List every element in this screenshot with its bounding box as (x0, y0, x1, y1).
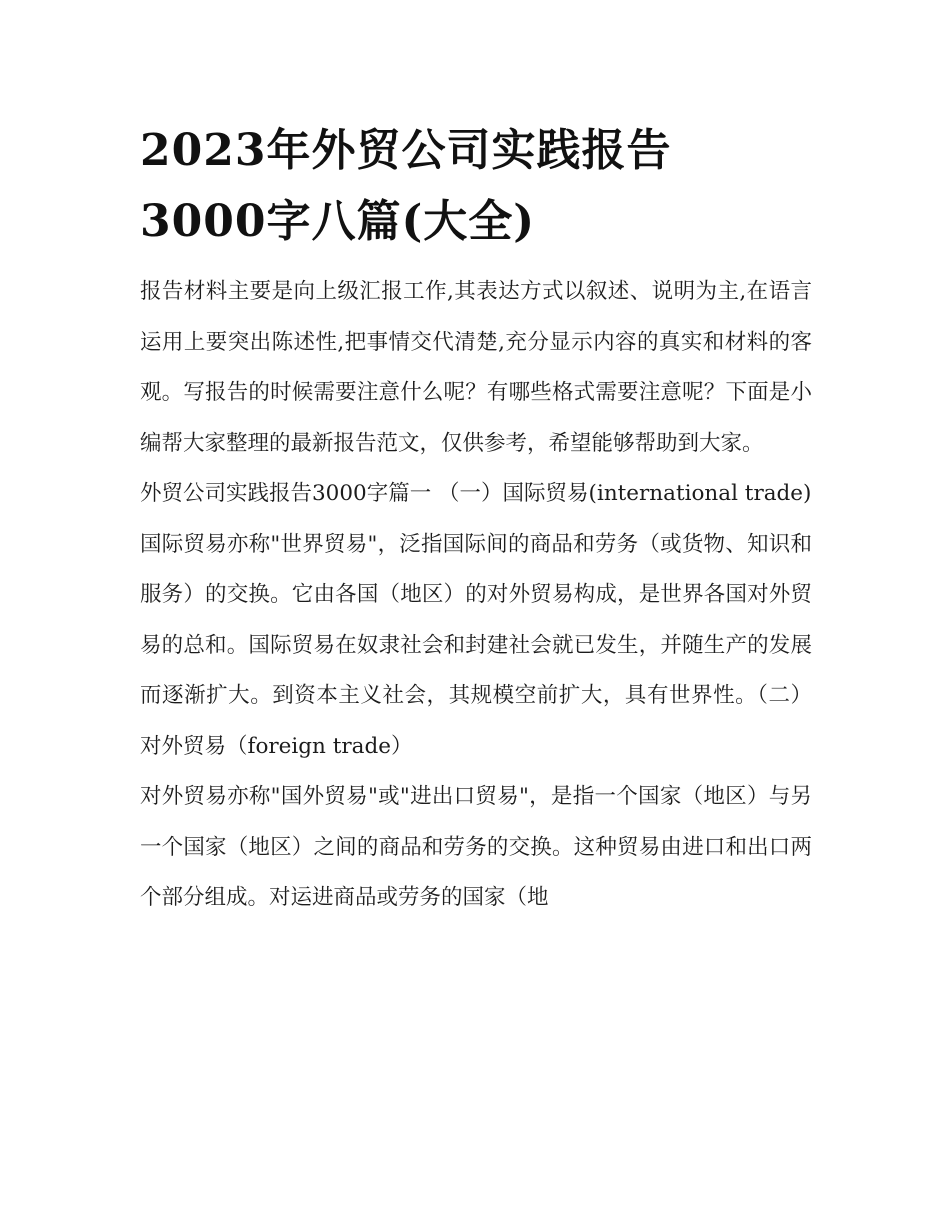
international-trade-paragraph: 国际贸易亦称"世界贸易"，泛指国际间的商品和劳务（或货物、知识和服务）的交换。它由各国（地区）的对外贸易构成，是世界各国对外贸易的总和。国际贸易在奴隶社会和封建社会就已发生，并随生产的发展而逐渐扩大。到资本主义社会，其规模空前扩大，具有世界性。（二）对外贸易（foreign trade） (140, 531, 812, 759)
foreign-trade-paragraph: 对外贸易亦称"国外贸易"或"进出口贸易"，是指一个国家（地区）与另一个国家（地区）之间的商品和劳务的交换。这种贸易由进口和出口两个部分组成。对运进商品或劳务的国家（地 (140, 784, 812, 910)
title-line-2: 3000字八篇(大全) (140, 196, 536, 247)
section-heading-paragraph: 外贸公司实践报告3000字篇一 （一）国际贸易(international trade) (140, 481, 812, 506)
document-title (140, 115, 812, 257)
title-line-1: 2023年外贸公司实践报告 (140, 125, 672, 176)
document-body (140, 115, 812, 924)
intro-paragraph: 报告材料主要是向上级汇报工作,其表达方式以叙述、说明为主,在语言运用上要突出陈述性,把事情交代清楚,充分显示内容的真实和材料的客观。写报告的时候需要注意什么呢？有哪些格式需要注意呢？下面是小编帮大家整理的最新报告范文，仅供参考，希望能够帮助到大家。 (140, 279, 812, 456)
